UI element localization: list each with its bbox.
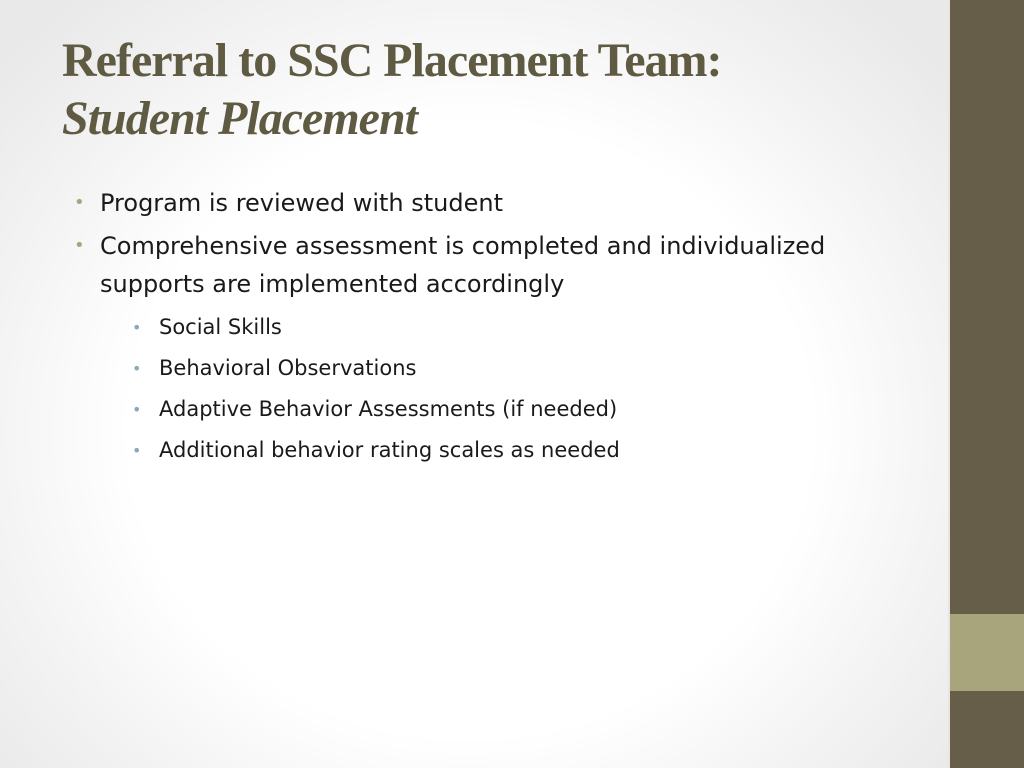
bullet-dot-icon: •: [74, 192, 85, 213]
sub-bullet-dot-icon: •: [132, 441, 142, 460]
sub-bullet-dot-icon: •: [132, 318, 142, 337]
bullet-list: [74, 184, 934, 476]
sub-bullet-item: [132, 348, 934, 389]
sub-bullet-text: Adaptive Behavior Assessments (if needed): [159, 397, 618, 421]
bullet-item: [74, 227, 934, 471]
bullet-text: Comprehensive assessment is completed and individualized supports are implemented accordingly: [100, 232, 826, 298]
bullet-item: [74, 184, 934, 222]
sub-bullet-text: Behavioral Observations: [159, 356, 417, 380]
sub-bullet-dot-icon: •: [132, 359, 142, 378]
sub-bullet-dot-icon: •: [132, 400, 142, 419]
sub-bullet-item: [132, 389, 934, 430]
sub-bullet-list: [132, 307, 934, 471]
title-line-1: Referral to SSC Placement Team:: [62, 34, 722, 87]
title-line-2: Student Placement: [62, 92, 417, 145]
sub-bullet-text: Social Skills: [159, 315, 282, 339]
bullet-dot-icon: •: [74, 235, 85, 256]
side-decor-divider: [948, 0, 950, 768]
sub-bullet-item: [132, 430, 934, 471]
bullet-text: Program is reviewed with student: [100, 189, 503, 217]
slide-title: [62, 32, 932, 148]
side-decor-accent: [948, 614, 1024, 691]
sub-bullet-item: [132, 307, 934, 348]
sub-bullet-text: Additional behavior rating scales as needed: [159, 438, 620, 462]
